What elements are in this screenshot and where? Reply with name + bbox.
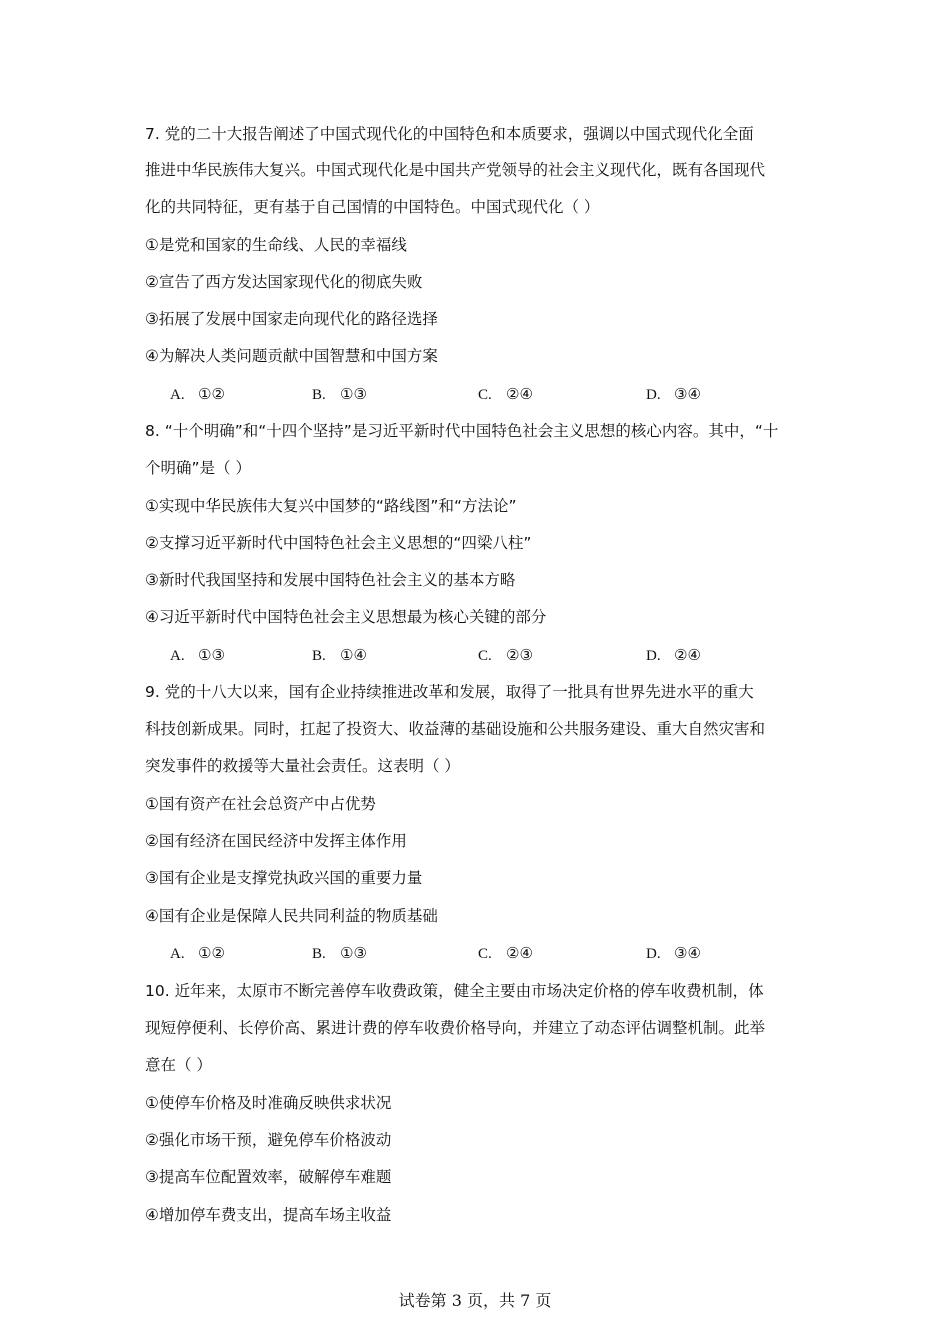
q7-item-4: ④为解决人类问题贡献中国智慧和中国方案 [145, 347, 438, 365]
q9-option-a[interactable]: A. ①② [170, 944, 225, 962]
q9-option-b[interactable]: B. ①③ [312, 944, 367, 962]
q7-option-d[interactable]: D. ③④ [646, 385, 701, 403]
q7-option-a[interactable]: A. ①② [170, 385, 225, 403]
q7-item-3: ③拓展了发展中国家走向现代化的路径选择 [145, 310, 438, 328]
q9-stem-line-3: 突发事件的救援等大量社会责任。这表明（ ） [145, 757, 460, 775]
q8-item-2: ②支撑习近平新时代中国特色社会主义思想的“四梁八柱” [145, 534, 532, 552]
q10-stem-line-2: 现短停便利、长停价高、累进计费的停车收费价格导向，并建立了动态评估调整机制。此举 [145, 1019, 766, 1037]
q8-option-a[interactable]: A. ①③ [170, 646, 225, 664]
q10-stem-line-1: 10. 近年来，太原市不断完善停车收费政策，健全主要由市场决定价格的停车收费机制，体 [145, 982, 764, 1000]
q8-item-1: ①实现中华民族伟大复兴中国梦的“路线图”和“方法论” [145, 497, 517, 515]
q9-option-d[interactable]: D. ③④ [646, 944, 701, 962]
q9-option-c[interactable]: C. ②④ [478, 944, 533, 962]
q7-item-2: ②宣告了西方发达国家现代化的彻底失败 [145, 273, 423, 291]
q7-stem-line-2: 推进中华民族伟大复兴。中国式现代化是中国共产党领导的社会主义现代化，既有各国现代 [145, 161, 766, 179]
q7-option-c[interactable]: C. ②④ [478, 385, 533, 403]
q9-item-3: ③国有企业是支撑党执政兴国的重要力量 [145, 869, 423, 887]
q9-stem-line-1: 9. 党的十八大以来，国有企业持续推进改革和发展，取得了一批具有世界先进水平的重大 [145, 683, 754, 701]
q7-stem-line-1: 7. 党的二十大报告阐述了中国式现代化的中国特色和本质要求，强调以中国式现代化全面 [145, 125, 754, 143]
q8-option-c[interactable]: C. ②③ [478, 646, 533, 664]
q10-item-2: ②强化市场干预，避免停车价格波动 [145, 1131, 392, 1149]
q7-item-1: ①是党和国家的生命线、人民的幸福线 [145, 236, 407, 254]
page-footer: 试卷第 3 页，共 7 页 [398, 1291, 552, 1310]
q9-item-2: ②国有经济在国民经济中发挥主体作用 [145, 832, 407, 850]
q8-item-4: ④习近平新时代中国特色社会主义思想最为核心关键的部分 [145, 608, 547, 626]
q9-item-1: ①国有资产在社会总资产中占优势 [145, 795, 376, 813]
q7-stem-line-3: 化的共同特征，更有基于自己国情的中国特色。中国式现代化（ ） [145, 198, 600, 216]
q8-stem-line-2: 个明确”是（ ） [145, 459, 251, 477]
q8-stem-line-1: 8. “十个明确”和“十四个坚持”是习近平新时代中国特色社会主义思想的核心内容。其中，“十 [145, 422, 779, 440]
q9-stem-line-2: 科技创新成果。同时，扛起了投资大、收益薄的基础设施和公共服务建设、重大自然灾害和 [145, 720, 766, 738]
q8-option-d[interactable]: D. ②④ [646, 646, 701, 664]
q10-item-3: ③提高车位配置效率，破解停车难题 [145, 1168, 392, 1186]
q10-item-1: ①使停车价格及时准确反映供求状况 [145, 1094, 392, 1112]
q9-item-4: ④国有企业是保障人民共同利益的物质基础 [145, 907, 438, 925]
q8-option-b[interactable]: B. ①④ [312, 646, 367, 664]
q10-stem-line-3: 意在（ ） [145, 1056, 212, 1074]
q8-item-3: ③新时代我国坚持和发展中国特色社会主义的基本方略 [145, 571, 516, 589]
q10-item-4: ④增加停车费支出，提高车场主收益 [145, 1206, 392, 1224]
q7-option-b[interactable]: B. ①③ [312, 385, 367, 403]
